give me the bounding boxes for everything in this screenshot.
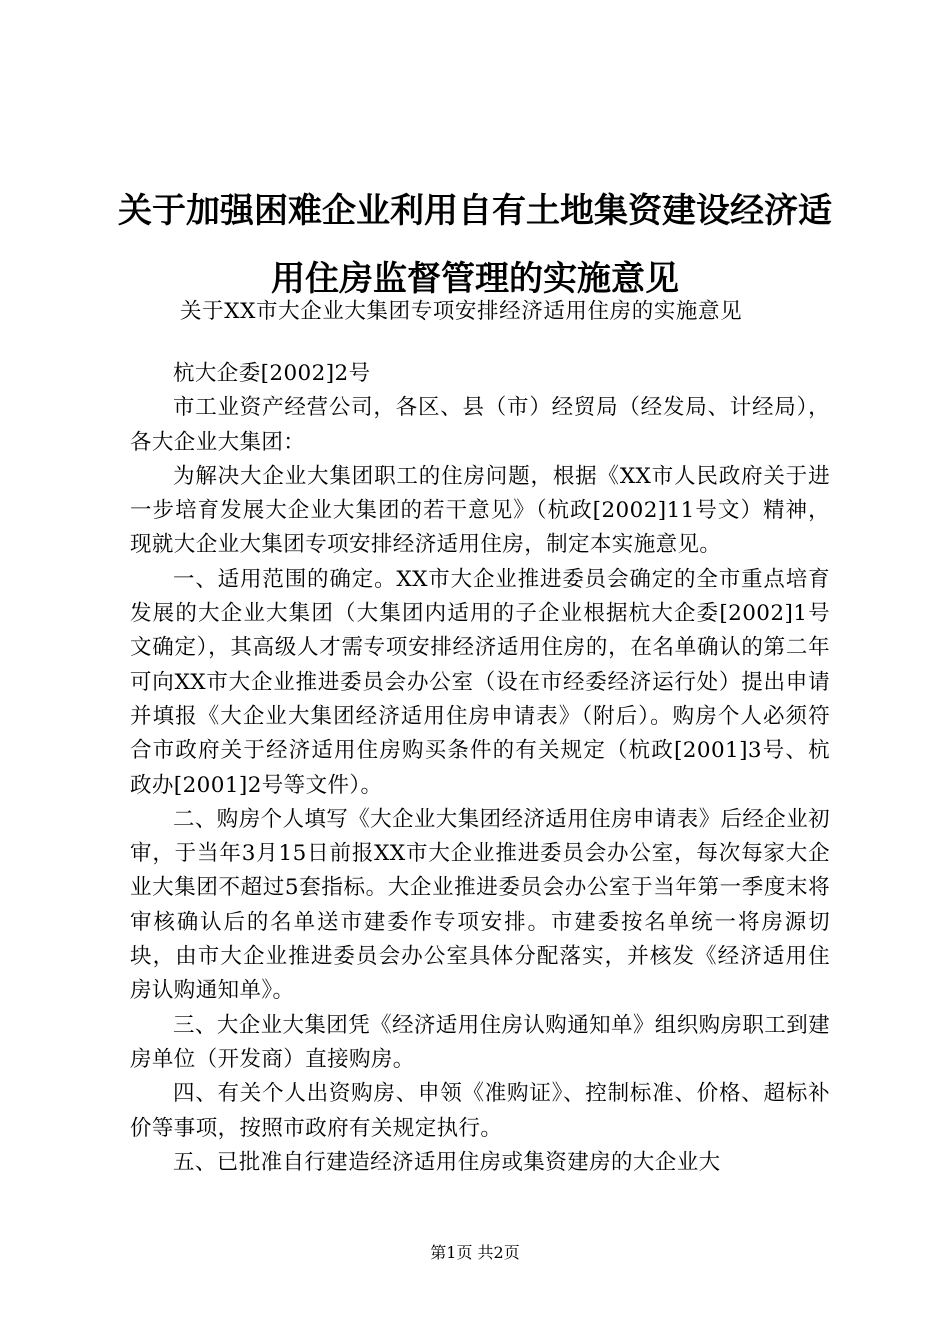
paragraph-intro: 为解决大企业大集团职工的住房问题，根据《XX市人民政府关于进一步培育发展大企业大集团的若干意见》（杭政[2002]11号文）精神，现就大企业大集团专项安排经济适用住房，制定本实施意见。 <box>130 463 830 558</box>
paragraph-addressees: 市工业资产经营公司，各区、县（市）经贸局（经发局、计经局），各大企业大集团： <box>130 395 830 455</box>
paragraph-section-5: 五、已批准自行建造经济适用住房或集资建房的大企业大 <box>173 1149 721 1175</box>
document-number: 杭大企委[2002]2号 <box>173 361 371 386</box>
document-title: 关于加强困难企业利用自有土地集资建设经济适用住房监督管理的实施意见 <box>118 191 832 299</box>
paragraph-section-1: 一、适用范围的确定。XX市大企业推进委员会确定的全市重点培育发展的大企业大集团（大集团内适用的子企业根据杭大企委[2002]1号文确定），其高级人才需专项安排经济适用住房的，在名单确认的第二年可向XX市大企业推进委员会办公室（设在市经委经济运行处）提出申请并填报《大企业大集团经济适用住房申请表》（附后）。购房个人必须符合市政府关于经济适用住房购买条件的有关规定（杭政[2001]3号、杭政办[2001]2号等文件）。 <box>130 566 830 798</box>
paragraph-section-2: 二、购房个人填写《大企业大集团经济适用住房申请表》后经企业初审，于当年3月15日前报XX市大企业推进委员会办公室，每次每家大企业大集团不超过5套指标。大企业推进委员会办公室于当年第一季度末将审核确认后的名单送市建委作专项安排。市建委按名单统一将房源切块，由市大企业推进委员会办公室具体分配落实，并核发《经济适用住房认购通知单》。 <box>130 806 831 1004</box>
document-subtitle: 关于XX市大企业大集团专项安排经济适用住房的实施意见 <box>180 299 743 324</box>
document-body <box>130 357 830 1180</box>
page-number-footer: 第1页 共2页 <box>430 1243 520 1262</box>
paragraph-section-3: 三、大企业大集团凭《经济适用住房认购通知单》组织购房职工到建房单位（开发商）直接购房。 <box>130 1012 831 1072</box>
paragraph-section-4: 四、有关个人出资购房、申领《准购证》、控制标准、价格、超标补价等事项，按照市政府有关规定执行。 <box>130 1081 830 1141</box>
